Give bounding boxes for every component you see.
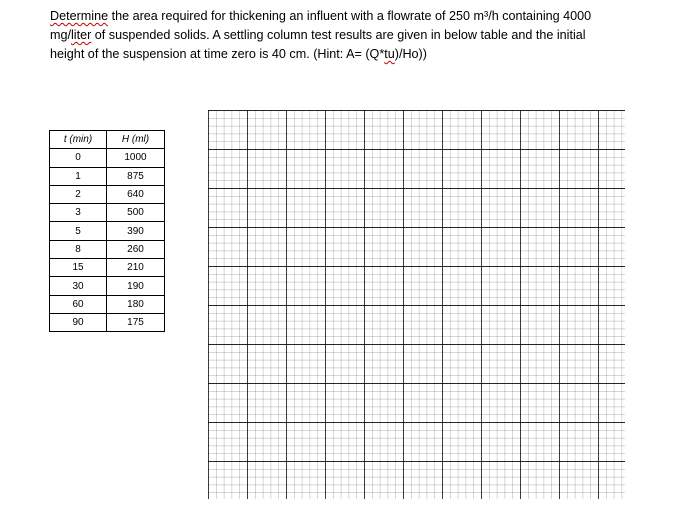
table-row [50, 222, 165, 240]
column-header-time: t (min) [50, 131, 107, 149]
time-cell: 60 [50, 295, 107, 313]
height-cell: 190 [107, 277, 165, 295]
spellcheck-word-determine: Determine [50, 9, 109, 23]
height-cell: 640 [107, 185, 165, 203]
spellcheck-word-tu: tu [384, 47, 395, 61]
problem-text-part: of suspended solids. A settling column test results are given in below table and the initial height of the suspension at time zero is 40 cm. (Hint: A= (Q* [50, 28, 586, 61]
table-row [50, 149, 165, 167]
problem-statement [50, 7, 610, 64]
table-row [50, 313, 165, 331]
problem-text-part: )/Ho)) [394, 47, 427, 61]
problem-text-part: the area required for thickening an influent with a flowrate of 250 m³/h containing 4000 mg/ [50, 9, 592, 42]
time-cell: 5 [50, 222, 107, 240]
time-cell: 0 [50, 149, 107, 167]
height-cell: 390 [107, 222, 165, 240]
time-cell: 1 [50, 167, 107, 185]
table-header-row [50, 131, 165, 149]
time-cell: 8 [50, 240, 107, 258]
time-cell: 15 [50, 259, 107, 277]
height-cell: 875 [107, 167, 165, 185]
table-row [50, 204, 165, 222]
table-row [50, 185, 165, 203]
height-cell: 1000 [107, 149, 165, 167]
height-cell: 210 [107, 259, 165, 277]
height-cell: 500 [107, 204, 165, 222]
table-row [50, 240, 165, 258]
column-header-height: H (ml) [107, 131, 165, 149]
table-row [50, 259, 165, 277]
time-cell: 2 [50, 185, 107, 203]
time-cell: 30 [50, 277, 107, 295]
spellcheck-word-liter: liter [71, 28, 92, 42]
height-cell: 175 [107, 313, 165, 331]
table-row [50, 277, 165, 295]
table-row [50, 167, 165, 185]
table-row [50, 295, 165, 313]
settling-data-table [49, 130, 165, 332]
height-cell: 260 [107, 240, 165, 258]
time-cell: 90 [50, 313, 107, 331]
graph-paper-grid [208, 110, 626, 500]
time-cell: 3 [50, 204, 107, 222]
height-cell: 180 [107, 295, 165, 313]
